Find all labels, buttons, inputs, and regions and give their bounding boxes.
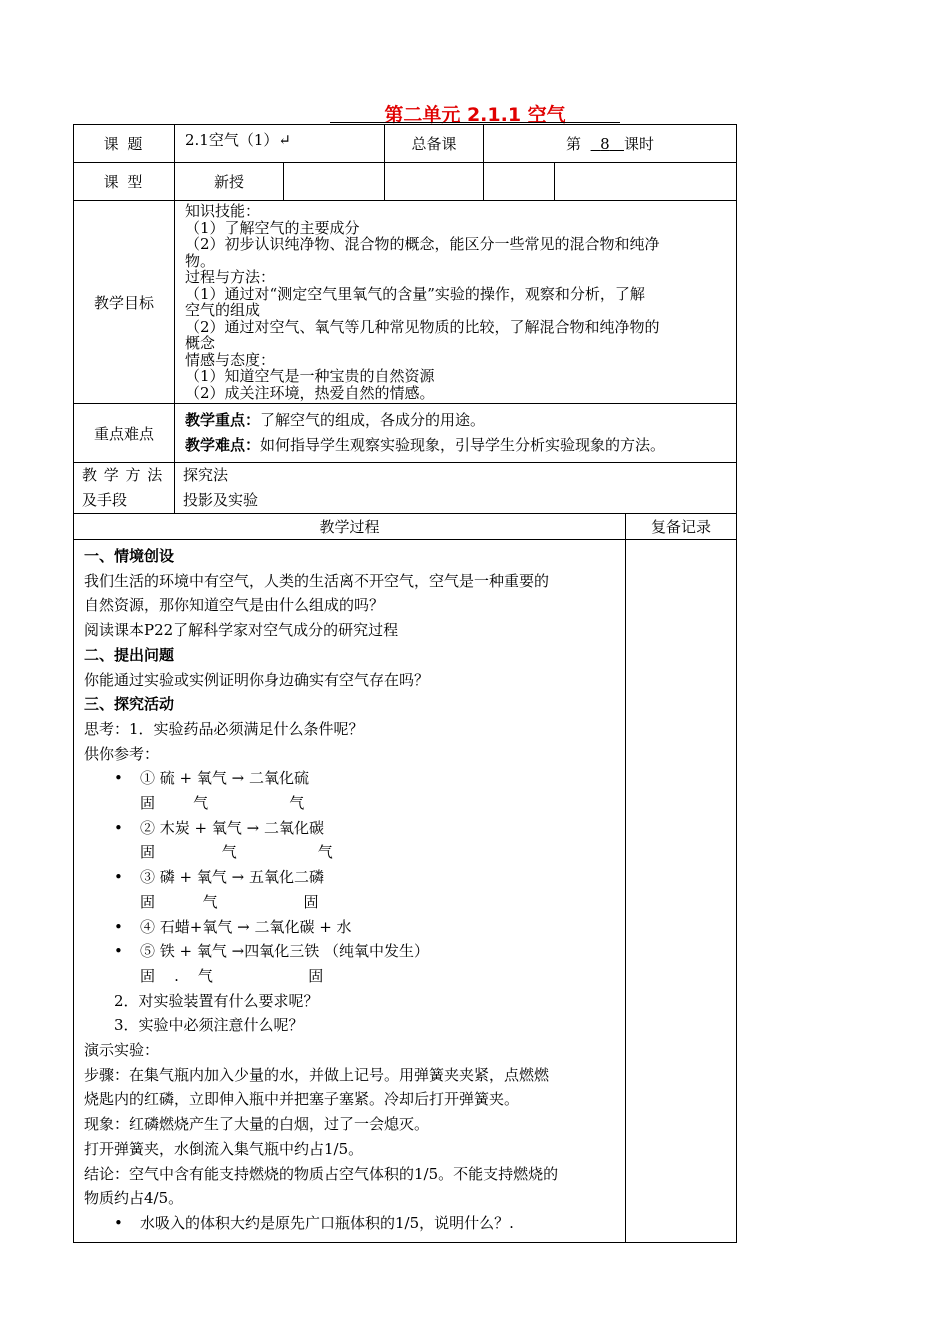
method-label-line1: 教 学 方 法: [82, 466, 164, 484]
section-title: 二、提出问题: [84, 645, 175, 664]
focus-label: 教学重点：: [185, 411, 261, 429]
paragraph: 我们生活的环境中有空气，人类的生活离不开空气，空气是一种重要的: [84, 571, 550, 590]
empty-cell: [555, 163, 737, 201]
keypoints-label: 重点难点: [74, 404, 175, 463]
reaction-item: • ② 木炭 + 氧气 → 二氧化碳: [114, 818, 324, 837]
objective-line: 情感与态度：: [185, 350, 276, 369]
method-label: [74, 463, 175, 514]
objective-line: （2）初步认识纯净物、混合物的概念，能区分一些常见的混合物和纯净: [185, 235, 660, 253]
period-cell: [484, 125, 737, 163]
focus-text: 了解空气的组成，各成分的用途。: [260, 411, 486, 429]
section-title: 三、探究活动: [84, 695, 175, 714]
reaction-item: • ⑤ 铁 + 氧气 →四氧化三铁 （纯氧中发生）: [114, 942, 429, 961]
paragraph: 现象：红磷燃烧产生了大量的白烟，过了一会熄灭。: [84, 1115, 430, 1134]
objective-line: （2）通过对空气、氧气等几种常见物质的比较，了解混合物和纯净物的: [185, 317, 660, 336]
paragraph: 自然资源，那你知道空气是由什么组成的吗？: [84, 596, 385, 615]
reaction-item: • ① 硫 + 氧气 → 二氧化硫: [114, 769, 309, 788]
reaction-item: • ④ 石蜡+氧气 → 二氧化碳 + 水: [114, 917, 352, 936]
objective-line: 过程与方法：: [185, 268, 276, 286]
title-underline: [330, 122, 620, 123]
objective-line: （1）通过对“测定空气里氧气的含量”实验的操作，观察和分析，了解: [185, 284, 645, 303]
paragraph: 你能通过实验或实例证明你身边确实有空气存在吗？: [84, 670, 430, 689]
paragraph: 演示实验：: [84, 1041, 160, 1060]
objective-line: 知识技能：: [185, 202, 261, 220]
process-content: [74, 540, 626, 1243]
topic-value: 2.1空气（1）↵: [175, 125, 385, 163]
empty-cell: [284, 163, 385, 201]
method-label-line2: 及手段: [82, 491, 128, 509]
reaction-item: • ③ 磷 + 氧气 → 五氧化二磷: [114, 868, 324, 887]
reaction-states: 固 气 气: [140, 843, 333, 862]
paragraph: 物质约占4/5。: [84, 1189, 184, 1208]
type-value: 新授: [175, 163, 284, 201]
objective-line: 物。: [185, 251, 216, 270]
objectives-content: [175, 201, 737, 404]
objective-line: 概念: [185, 334, 216, 352]
objective-line: （1）知道空气是一种宝贵的自然资源: [185, 367, 435, 385]
process-header: 教学过程: [74, 514, 626, 540]
paragraph: 阅读课本P22了解科学家对空气成分的研究过程: [84, 621, 399, 640]
paragraph: 思考：1．实验药品必须满足什么条件呢？: [84, 719, 364, 738]
section-title: 一、情境创设: [84, 547, 175, 565]
keypoints-content: [175, 404, 737, 463]
prep-label: 总备课: [385, 125, 484, 163]
type-label: 课 型: [74, 163, 175, 201]
page-title: 第二单元 2.1.1 空气: [384, 104, 566, 126]
objective-line: （1）了解空气的主要成分: [185, 218, 360, 237]
paragraph: 打开弹簧夹，水倒流入集气瓶中约占1/5。: [84, 1139, 364, 1158]
lesson-plan-table: [73, 124, 737, 1243]
empty-cell: [484, 163, 555, 201]
paragraph: 步骤：在集气瓶内加入少量的水，并做上记号。用弹簧夹夹紧，点燃燃: [84, 1065, 550, 1084]
objective-line: 空气的组成: [185, 301, 261, 319]
paragraph: 供你参考：: [84, 744, 160, 763]
review-header: 复备记录: [626, 514, 737, 540]
review-cell: [626, 540, 737, 1243]
period-suffix: 课时: [623, 135, 654, 153]
objectives-label: 教学目标: [74, 201, 175, 404]
bullet-item: • 水吸入的体积大约是原先广口瓶体积的1/5，说明什么？.: [114, 1213, 514, 1232]
period-prefix: 第: [566, 135, 582, 153]
question: 2．对实验装置有什么要求呢？: [114, 991, 319, 1010]
method-line: 投影及实验: [183, 491, 259, 509]
reaction-states: 固 . 气 固: [140, 966, 324, 985]
reaction-states: 固 气 固: [140, 892, 319, 911]
difficulty-label: 教学难点：: [185, 436, 261, 454]
paragraph: 烧匙内的红磷，立即伸入瓶中并把塞子塞紧。冷却后打开弹簧夹。: [84, 1090, 520, 1109]
topic-label: 课 题: [74, 125, 175, 163]
reaction-states: 固 气 气: [140, 794, 305, 813]
objective-line: （2）成关注环境，热爱自然的情感。: [185, 383, 435, 402]
question: 3．实验中必须注意什么呢？: [114, 1016, 304, 1035]
difficulty-text: 如何指导学生观察实验现象，引导学生分析实验现象的方法。: [260, 436, 666, 454]
paragraph: 结论：空气中含有能支持燃烧的物质占空气体积的1/5。不能支持燃烧的: [84, 1164, 559, 1183]
method-content: [175, 463, 737, 514]
empty-cell: [385, 163, 484, 201]
method-line: 探究法: [183, 466, 229, 484]
period-number: 8: [600, 135, 610, 153]
